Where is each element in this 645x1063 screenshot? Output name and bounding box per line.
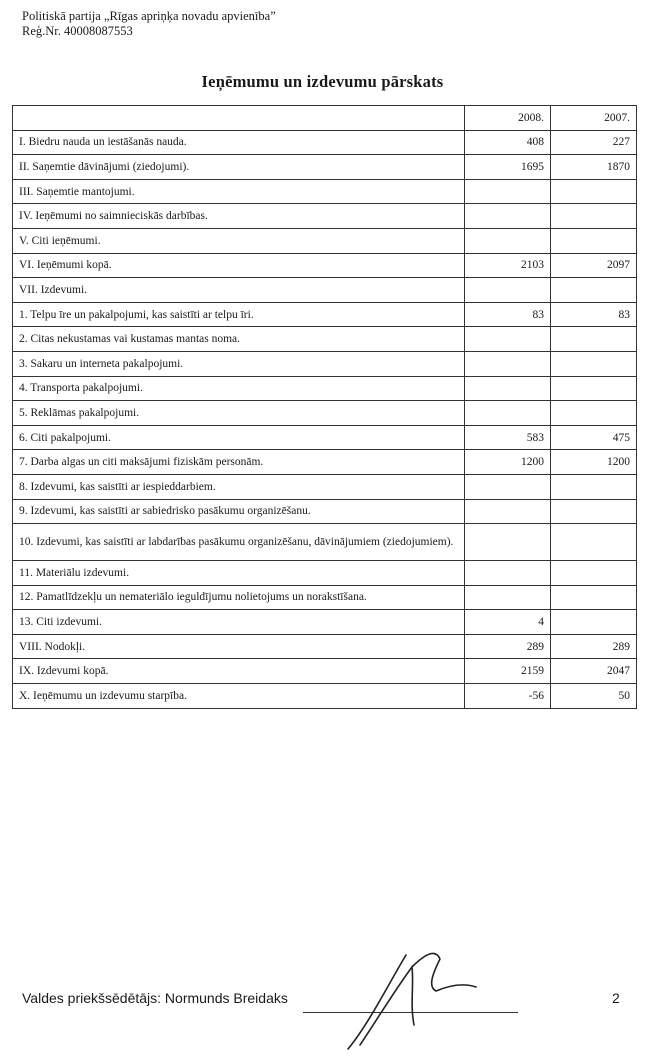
value-2007 bbox=[551, 401, 637, 426]
value-2007: 227 bbox=[551, 130, 637, 155]
value-2008 bbox=[465, 204, 551, 229]
value-2007: 289 bbox=[551, 634, 637, 659]
document-header bbox=[22, 9, 276, 39]
row-label: IX. Izdevumi kopā. bbox=[13, 659, 465, 684]
value-2008 bbox=[465, 499, 551, 524]
value-2008: 2103 bbox=[465, 253, 551, 278]
table-row bbox=[13, 155, 637, 180]
value-2008 bbox=[465, 376, 551, 401]
value-2008 bbox=[465, 228, 551, 253]
value-2007 bbox=[551, 278, 637, 303]
value-2008 bbox=[465, 327, 551, 352]
row-label: 8. Izdevumi, kas saistīti ar iespieddarbiem. bbox=[13, 474, 465, 499]
value-2008: 583 bbox=[465, 425, 551, 450]
value-2007 bbox=[551, 351, 637, 376]
value-2008 bbox=[465, 561, 551, 586]
value-2007 bbox=[551, 179, 637, 204]
table-row bbox=[13, 634, 637, 659]
table-row bbox=[13, 228, 637, 253]
value-2007: 475 bbox=[551, 425, 637, 450]
signatory-line: Valdes priekšsēdētājs: Normunds Breidaks bbox=[22, 990, 288, 1006]
value-2008: 289 bbox=[465, 634, 551, 659]
row-label: 6. Citi pakalpojumi. bbox=[13, 425, 465, 450]
value-2008: 1200 bbox=[465, 450, 551, 475]
page-title: Ieņēmumu un izdevumu pārskats bbox=[201, 72, 444, 91]
table-row bbox=[13, 561, 637, 586]
row-label: VIII. Nodokļi. bbox=[13, 634, 465, 659]
year-header-2007: 2007. bbox=[551, 106, 637, 131]
year-header-2008: 2008. bbox=[465, 106, 551, 131]
row-label: 11. Materiālu izdevumi. bbox=[13, 561, 465, 586]
row-label: 13. Citi izdevumi. bbox=[13, 610, 465, 635]
table-row bbox=[13, 253, 637, 278]
row-label: X. Ieņēmumu un izdevumu starpība. bbox=[13, 684, 465, 709]
row-label: 1. Telpu īre un pakalpojumi, kas saistīti ar telpu īri. bbox=[13, 302, 465, 327]
value-2008: 83 bbox=[465, 302, 551, 327]
value-2007 bbox=[551, 561, 637, 586]
value-2007 bbox=[551, 228, 637, 253]
table-row bbox=[13, 179, 637, 204]
row-label: 4. Transporta pakalpojumi. bbox=[13, 376, 465, 401]
value-2008 bbox=[465, 278, 551, 303]
table-row bbox=[13, 450, 637, 475]
party-name: Politiskā partija „Rīgas apriņķa novadu apvienība” bbox=[22, 9, 276, 23]
table-row bbox=[13, 684, 637, 709]
value-2008: -56 bbox=[465, 684, 551, 709]
registration-number: Reģ.Nr. 40008087553 bbox=[22, 24, 133, 38]
value-2008: 2159 bbox=[465, 659, 551, 684]
income-expense-table bbox=[12, 105, 637, 709]
value-2007 bbox=[551, 327, 637, 352]
row-label: 9. Izdevumi, kas saistīti ar sabiedrisko pasākumu organizēšanu. bbox=[13, 499, 465, 524]
value-2007: 2097 bbox=[551, 253, 637, 278]
row-label: I. Biedru nauda un iestāšanās nauda. bbox=[13, 130, 465, 155]
table-row bbox=[13, 659, 637, 684]
value-2008 bbox=[465, 179, 551, 204]
table-row bbox=[13, 474, 637, 499]
table-row bbox=[13, 278, 637, 303]
row-label: VI. Ieņēmumi kopā. bbox=[13, 253, 465, 278]
value-2008 bbox=[465, 524, 551, 561]
table-row bbox=[13, 130, 637, 155]
value-2008 bbox=[465, 474, 551, 499]
value-2007: 50 bbox=[551, 684, 637, 709]
header-blank-cell bbox=[13, 106, 465, 131]
table-row bbox=[13, 499, 637, 524]
row-label: 12. Pamatlīdzekļu un nemateriālo ieguldījumu nolietojums un norakstīšana. bbox=[13, 585, 465, 610]
row-label: 10. Izdevumi, kas saistīti ar labdarības pasākumu organizēšanu, dāvinājumiem (ziedojumiem). bbox=[13, 524, 465, 561]
signature-icon bbox=[340, 945, 500, 1055]
value-2007: 1870 bbox=[551, 155, 637, 180]
value-2008: 4 bbox=[465, 610, 551, 635]
row-label: V. Citi ieņēmumi. bbox=[13, 228, 465, 253]
value-2007 bbox=[551, 524, 637, 561]
value-2008: 1695 bbox=[465, 155, 551, 180]
value-2007 bbox=[551, 376, 637, 401]
table-row bbox=[13, 376, 637, 401]
table-row bbox=[13, 524, 637, 561]
value-2007: 2047 bbox=[551, 659, 637, 684]
table-row bbox=[13, 327, 637, 352]
value-2007 bbox=[551, 204, 637, 229]
row-label: 7. Darba algas un citi maksājumi fiziskām personām. bbox=[13, 450, 465, 475]
value-2007: 1200 bbox=[551, 450, 637, 475]
value-2008 bbox=[465, 351, 551, 376]
row-label: 3. Sakaru un interneta pakalpojumi. bbox=[13, 351, 465, 376]
table-row bbox=[13, 204, 637, 229]
table-row bbox=[13, 425, 637, 450]
value-2007 bbox=[551, 610, 637, 635]
table-row bbox=[13, 610, 637, 635]
row-label: VII. Izdevumi. bbox=[13, 278, 465, 303]
row-label: II. Saņemtie dāvinājumi (ziedojumi). bbox=[13, 155, 465, 180]
value-2007 bbox=[551, 585, 637, 610]
value-2008 bbox=[465, 585, 551, 610]
page-number: 2 bbox=[612, 990, 620, 1006]
table-header-row bbox=[13, 106, 637, 131]
row-label: III. Saņemtie mantojumi. bbox=[13, 179, 465, 204]
value-2008 bbox=[465, 401, 551, 426]
row-label: 5. Reklāmas pakalpojumi. bbox=[13, 401, 465, 426]
table-row bbox=[13, 585, 637, 610]
value-2007 bbox=[551, 499, 637, 524]
table-row bbox=[13, 351, 637, 376]
value-2007 bbox=[551, 474, 637, 499]
row-label: 2. Citas nekustamas vai kustamas mantas noma. bbox=[13, 327, 465, 352]
table-row bbox=[13, 401, 637, 426]
row-label: IV. Ieņēmumi no saimnieciskās darbības. bbox=[13, 204, 465, 229]
value-2008: 408 bbox=[465, 130, 551, 155]
value-2007: 83 bbox=[551, 302, 637, 327]
table-row bbox=[13, 302, 637, 327]
